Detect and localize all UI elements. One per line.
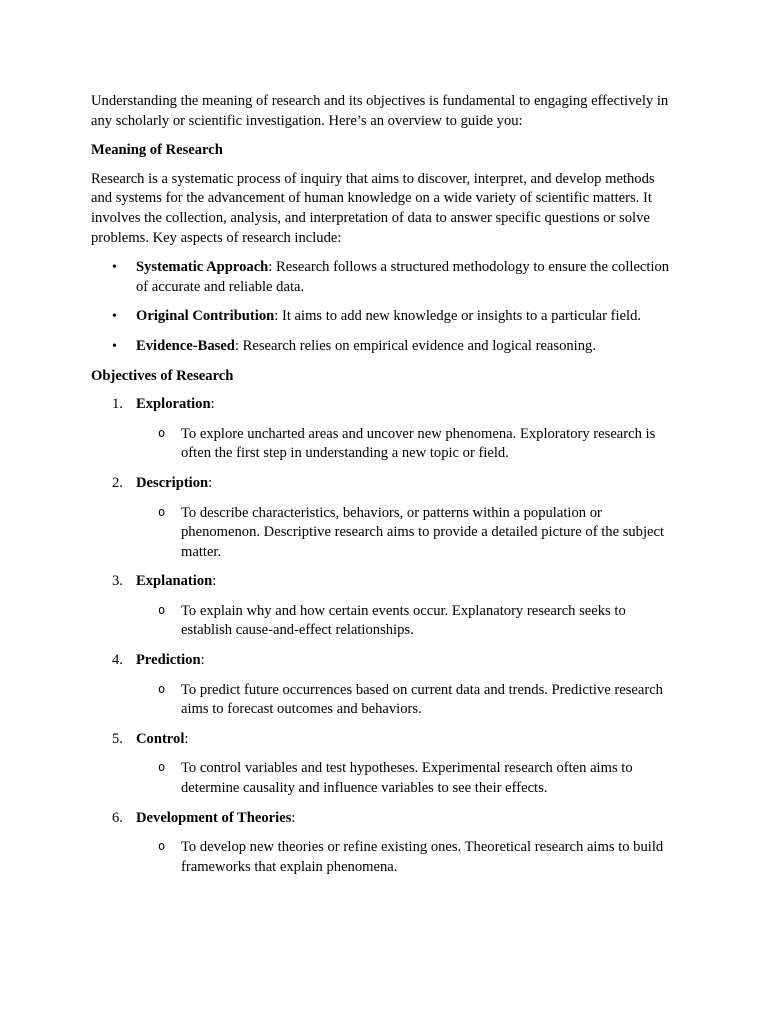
- objective-detail: To describe characteristics, behaviors, or patterns within a population or phenomenon. Descriptive research aims to provide a detailed picture of the subject matter.: [181, 504, 665, 560]
- key-aspects-list: [91, 258, 678, 356]
- objective-colon: :: [208, 474, 213, 491]
- objective-colon: :: [184, 730, 189, 747]
- objective-colon: :: [291, 809, 296, 826]
- objective-number: 1.: [112, 396, 123, 413]
- objective-detail: To explain why and how certain events occur. Explanatory research seeks to establish cause-and-effect relationships.: [181, 602, 626, 639]
- sub-bullet-icon: o: [158, 760, 166, 775]
- objective-colon: :: [210, 396, 215, 413]
- objective-detail: To develop new theories or refine existing ones. Theoretical research aims to build frameworks that explain phenomena.: [181, 839, 664, 875]
- objective-title: Development of Theories: [136, 809, 292, 826]
- objective-item: [91, 572, 678, 641]
- objective-number: 3.: [112, 573, 123, 590]
- list-item: [91, 258, 678, 297]
- objective-title: Description: [136, 474, 209, 491]
- objective-item: [91, 395, 678, 464]
- objective-item: [91, 651, 678, 720]
- objective-detail: To explore uncharted areas and uncover new phenomena. Exploratory research is often the first step in understanding a new topic or field.: [181, 425, 656, 462]
- objective-colon: :: [212, 573, 217, 590]
- bullet-icon: •: [112, 260, 117, 276]
- list-item: [91, 337, 678, 357]
- sub-bullet-icon: o: [158, 839, 166, 854]
- sub-bullet-icon: o: [158, 602, 166, 617]
- objective-title: Exploration: [136, 396, 211, 413]
- meaning-heading: Meaning of Research: [91, 142, 223, 159]
- bullet-icon: •: [112, 309, 117, 325]
- sub-bullet-icon: o: [158, 504, 166, 519]
- objectives-list: [91, 395, 678, 877]
- objective-number: 4.: [112, 652, 123, 669]
- objective-number: 6.: [112, 809, 123, 826]
- aspect-text: : Research follows a structured methodology to ensure the collection of accurate and reliable data.: [136, 259, 670, 295]
- sub-bullet-icon: o: [158, 681, 166, 696]
- objective-number: 5.: [112, 730, 123, 747]
- aspect-text: : It aims to add new knowledge or insights to a particular field.: [274, 308, 642, 325]
- intro-paragraph: Understanding the meaning of research and its objectives is fundamental to engaging effectively in any scholarly or scientific investigation. Here’s an overview to guide you:: [91, 93, 669, 129]
- meaning-paragraph: Research is a systematic process of inquiry that aims to discover, interpret, and develop methods and systems for the advancement of human knowledge on a wide variety of scientific matters. It involves the collection, analysis, and interpretation of data to answer specific questions or solve problems. Key aspects of research include:: [91, 170, 655, 246]
- aspect-text: : Research relies on empirical evidence and logical reasoning.: [234, 337, 596, 354]
- objective-title: Control: [136, 730, 185, 747]
- objective-item: [91, 809, 678, 878]
- objective-detail: To control variables and test hypotheses. Experimental research often aims to determine causality and influence variables to see their effects.: [181, 760, 633, 797]
- bullet-icon: •: [112, 338, 117, 354]
- objective-title: Prediction: [136, 652, 201, 669]
- list-item: [91, 307, 678, 327]
- objective-colon: :: [200, 652, 205, 669]
- objective-item: [91, 730, 678, 799]
- objective-detail: To predict future occurrences based on current data and trends. Predictive research aims to forecast outcomes and behaviors.: [181, 681, 663, 718]
- objectives-heading: Objectives of Research: [91, 367, 234, 384]
- sub-bullet-icon: o: [158, 425, 166, 440]
- objective-number: 2.: [112, 474, 123, 491]
- aspect-term: Systematic Approach: [136, 259, 269, 276]
- aspect-term: Evidence-Based: [136, 337, 235, 354]
- objective-title: Explanation: [136, 573, 213, 590]
- aspect-term: Original Contribution: [136, 308, 275, 325]
- objective-item: [91, 474, 678, 562]
